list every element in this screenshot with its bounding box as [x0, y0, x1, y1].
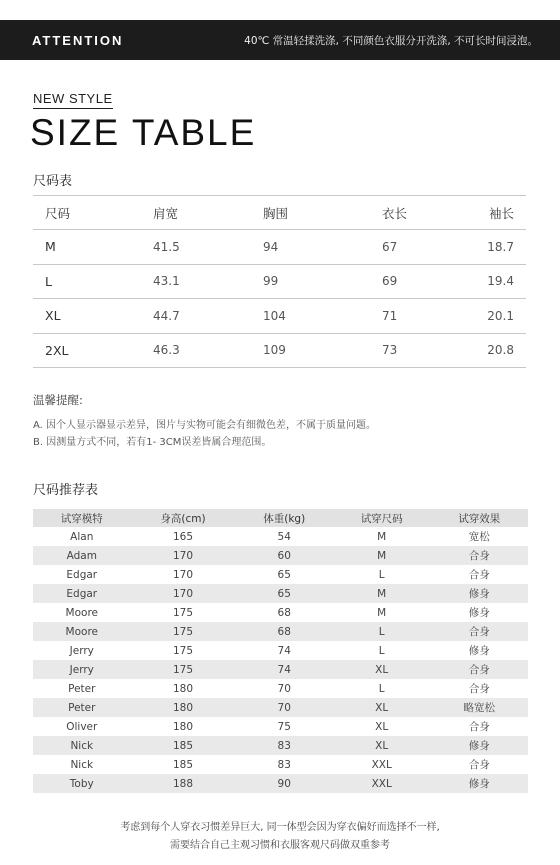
table-cell: 75 — [277, 720, 291, 733]
recommend-table — [33, 509, 528, 793]
table-row — [33, 546, 528, 565]
table-cell: Peter — [33, 698, 131, 717]
table-cell: Adam — [33, 546, 131, 565]
table-cell: 65 — [277, 568, 291, 581]
table-cell: 70 — [236, 698, 333, 717]
size-chart-title: 尺码表 — [33, 174, 73, 189]
table-cell: 修身 — [468, 607, 490, 619]
table-cell: Nick — [70, 758, 94, 771]
table-cell: 90 — [236, 774, 333, 793]
table-row — [33, 565, 528, 584]
table-cell: 175 — [172, 606, 194, 619]
table-cell: Jerry — [69, 644, 94, 657]
table-cell: XL — [333, 660, 431, 679]
column-header: 体重(kg) — [236, 509, 333, 527]
table-row — [33, 527, 528, 546]
table-cell: 44.7 — [153, 308, 180, 323]
table-row — [33, 603, 528, 622]
tip-a: A. 因个人显示器显示差异，图片与实物可能会有细微色差，不属于质量问题。 — [33, 420, 377, 431]
table-cell: 175 — [172, 644, 194, 657]
table-cell: 68 — [277, 606, 291, 619]
size-chart-table — [33, 195, 526, 368]
column-header: 袖长 — [488, 205, 514, 221]
table-cell: XL — [333, 698, 431, 717]
table-cell: 175 — [131, 622, 236, 641]
table-cell: 74 — [236, 660, 333, 679]
table-row — [33, 641, 528, 660]
table-cell: 180 — [172, 682, 194, 695]
table-cell: L — [378, 568, 385, 581]
column-header: 胸围 — [263, 205, 289, 221]
table-cell: 54 — [277, 530, 291, 543]
table-cell: 170 — [131, 584, 236, 603]
table-cell: L — [378, 682, 385, 695]
column-header: 试穿尺码 — [333, 509, 431, 527]
table-cell: 65 — [236, 584, 333, 603]
table-cell: L — [333, 622, 431, 641]
table-cell: 109 — [263, 343, 286, 358]
table-cell: 74 — [277, 644, 291, 657]
table-cell: 合身 — [430, 660, 528, 679]
table-cell: 60 — [236, 546, 333, 565]
table-cell: 合身 — [468, 569, 490, 581]
table-row — [33, 774, 528, 793]
table-cell: 99 — [263, 274, 279, 289]
table-row — [33, 717, 528, 736]
attention-text: 40℃ 常温轻揉洗涤, 不同颜色衣服分开洗涤, 不可长时间浸泡。 — [244, 34, 538, 47]
table-cell: M — [377, 606, 387, 619]
column-header: 试穿模特 — [33, 509, 131, 527]
table-cell: 合身 — [468, 759, 490, 771]
table-cell: 170 — [172, 568, 194, 581]
table-cell: 修身 — [430, 736, 528, 755]
column-header: 尺码 — [45, 205, 71, 221]
table-cell: M — [45, 239, 56, 255]
table-cell: Moore — [65, 606, 98, 619]
table-cell: M — [377, 530, 387, 543]
table-cell: 71 — [382, 308, 398, 323]
table-cell: 180 — [131, 698, 236, 717]
table-cell: 19.4 — [487, 274, 514, 289]
table-cell: 185 — [131, 736, 236, 755]
column-header: 衣长 — [382, 205, 408, 221]
table-cell: 20.8 — [487, 343, 514, 358]
table-cell: 18.7 — [487, 239, 514, 254]
table-cell: 合身 — [430, 622, 528, 641]
page-title: SIZE TABLE — [30, 112, 257, 153]
column-header: 肩宽 — [153, 205, 179, 221]
table-cell: XXL — [333, 774, 431, 793]
table-row — [33, 230, 526, 265]
table-row — [33, 698, 528, 717]
table-row — [33, 334, 526, 369]
table-cell: L — [45, 273, 52, 289]
table-cell: 83 — [236, 736, 333, 755]
attention-title: ATTENTION — [32, 32, 124, 48]
footer-note-line-2: 需要结合自己主观习惯和衣服客观尺码做双重参考 — [170, 840, 390, 851]
table-cell: 185 — [172, 758, 194, 771]
table-cell: Toby — [33, 774, 131, 793]
table-cell: 2XL — [45, 342, 69, 358]
table-cell: 修身 — [430, 774, 528, 793]
table-row — [33, 660, 528, 679]
table-cell: 165 — [172, 530, 194, 543]
table-cell: Nick — [33, 736, 131, 755]
table-cell: 41.5 — [153, 239, 180, 254]
table-cell: Peter — [68, 682, 96, 695]
table-row — [33, 265, 526, 300]
table-row — [33, 622, 528, 641]
table-cell: 188 — [131, 774, 236, 793]
table-cell: 94 — [263, 239, 279, 254]
column-header: 身高(cm) — [131, 509, 236, 527]
table-cell: Moore — [33, 622, 131, 641]
recommend-header-row — [33, 509, 528, 527]
table-cell: 70 — [277, 682, 291, 695]
table-cell: 73 — [382, 343, 398, 358]
table-cell: 43.1 — [153, 274, 180, 289]
table-cell: 合身 — [468, 721, 490, 733]
table-row — [33, 679, 528, 698]
table-cell: 170 — [131, 546, 236, 565]
size-chart-header-row — [33, 195, 526, 230]
table-cell: Jerry — [33, 660, 131, 679]
recommend-title: 尺码推荐表 — [33, 483, 99, 498]
table-cell: 83 — [277, 758, 291, 771]
table-cell: 69 — [382, 274, 398, 289]
table-cell: Edgar — [66, 568, 98, 581]
table-cell: XXL — [371, 758, 392, 771]
tip-b: B. 因测量方式不同，若有1- 3CM误差皆属合理范围。 — [33, 437, 272, 448]
table-cell: 68 — [236, 622, 333, 641]
table-cell: XL — [45, 308, 61, 324]
table-cell: 67 — [382, 239, 398, 254]
table-cell: 修身 — [468, 645, 490, 657]
footer-note-line-1: 考虑到每个人穿衣习惯差异巨大, 同一体型会因为穿衣偏好而选择不一样, — [120, 822, 440, 833]
table-cell: 104 — [263, 308, 286, 323]
table-cell: XL — [333, 736, 431, 755]
table-cell: Edgar — [33, 584, 131, 603]
table-cell: 合身 — [468, 683, 490, 695]
table-cell: XL — [375, 720, 389, 733]
table-cell: Oliver — [66, 720, 98, 733]
table-cell: 175 — [131, 660, 236, 679]
attention-bar — [0, 20, 560, 60]
table-cell: 合身 — [430, 546, 528, 565]
table-row — [33, 736, 528, 755]
table-cell: M — [333, 546, 431, 565]
table-cell: 180 — [172, 720, 194, 733]
table-cell: L — [378, 644, 385, 657]
table-cell: 略宽松 — [430, 698, 528, 717]
tips-title: 温馨提醒: — [33, 393, 83, 407]
column-header: 试穿效果 — [430, 509, 528, 527]
table-cell: M — [333, 584, 431, 603]
table-row — [33, 299, 526, 334]
table-cell: 20.1 — [487, 308, 514, 323]
table-row — [33, 584, 528, 603]
new-style-label: NEW STYLE — [33, 91, 113, 109]
table-row — [33, 755, 528, 774]
table-cell: 修身 — [430, 584, 528, 603]
table-cell: 46.3 — [153, 343, 180, 358]
table-cell: Alan — [70, 530, 94, 543]
table-cell: 宽松 — [468, 531, 490, 543]
